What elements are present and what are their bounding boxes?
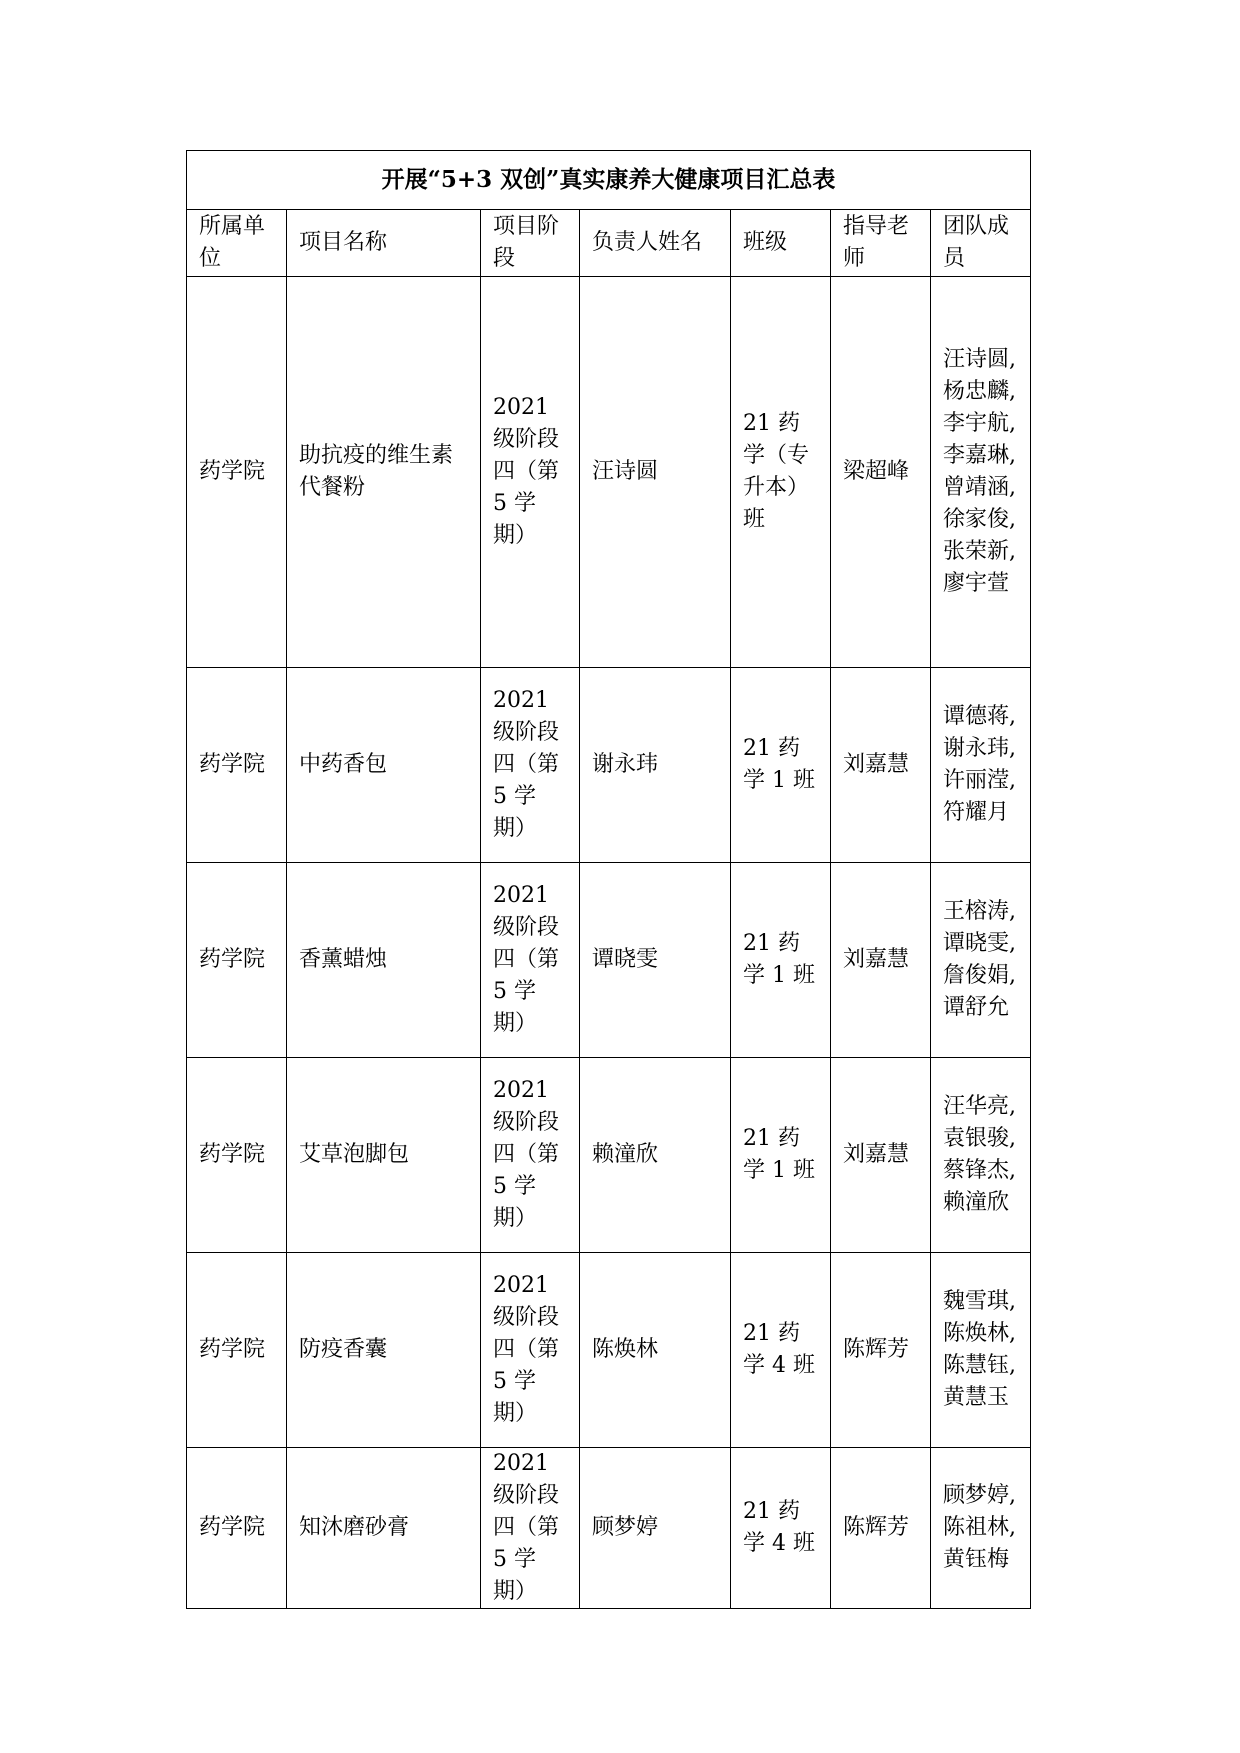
table-row: [187, 277, 1031, 668]
cell-unit: 药学院: [187, 1058, 287, 1253]
title-row: [187, 151, 1031, 210]
cell-members: 魏雪琪,陈焕林,陈慧钰,黄慧玉: [931, 1253, 1031, 1448]
cell-members: 汪华亮,袁银骏,蔡锋杰,赖潼欣: [931, 1058, 1031, 1253]
document-page: [186, 150, 1030, 1609]
cell-stage: 2021 级阶段四（第 5 学期）: [481, 1448, 580, 1609]
cell-project-name: 艾草泡脚包: [287, 1058, 481, 1253]
cell-project-name: 中药香包: [287, 668, 481, 863]
header-class: 班级: [731, 210, 831, 277]
cell-project-name: 知沐磨砂膏: [287, 1448, 481, 1609]
header-project-name: 项目名称: [287, 210, 481, 277]
cell-advisor: 梁超峰: [831, 277, 931, 668]
table-title: 开展“5+3 双创”真实康养大健康项目汇总表: [187, 151, 1031, 210]
cell-project-name: 香薰蜡烛: [287, 863, 481, 1058]
cell-unit: 药学院: [187, 1253, 287, 1448]
cell-stage: 2021 级阶段四（第 5 学期）: [481, 1253, 580, 1448]
cell-stage: 2021 级阶段四（第 5 学期）: [481, 668, 580, 863]
cell-class: 21 药学 1 班: [731, 668, 831, 863]
table-row: [187, 668, 1031, 863]
cell-class: 21 药学 4 班: [731, 1448, 831, 1609]
cell-leader: 谭晓雯: [580, 863, 731, 1058]
cell-advisor: 刘嘉慧: [831, 1058, 931, 1253]
cell-members: 谭德蒋,谢永玮,许丽滢,符耀月: [931, 668, 1031, 863]
cell-leader: 汪诗圆: [580, 277, 731, 668]
cell-members: 顾梦婷,陈祖林,黄钰梅: [931, 1448, 1031, 1609]
cell-advisor: 刘嘉慧: [831, 863, 931, 1058]
cell-leader: 谢永玮: [580, 668, 731, 863]
cell-unit: 药学院: [187, 863, 287, 1058]
cell-class: 21 药学 4 班: [731, 1253, 831, 1448]
project-summary-table: [186, 150, 1031, 1609]
cell-class: 21 药学 1 班: [731, 863, 831, 1058]
header-stage: 项目阶段: [481, 210, 580, 277]
cell-unit: 药学院: [187, 1448, 287, 1609]
cell-leader: 陈焕林: [580, 1253, 731, 1448]
cell-stage: 2021 级阶段四（第 5 学期）: [481, 863, 580, 1058]
cell-unit: 药学院: [187, 668, 287, 863]
header-row: [187, 210, 1031, 277]
table-row: [187, 1448, 1031, 1609]
cell-project-name: 防疫香囊: [287, 1253, 481, 1448]
cell-advisor: 陈辉芳: [831, 1448, 931, 1609]
cell-members: 王榕涛,谭晓雯,詹俊娟,谭舒允: [931, 863, 1031, 1058]
header-members: 团队成员: [931, 210, 1031, 277]
table-row: [187, 1253, 1031, 1448]
header-unit: 所属单位: [187, 210, 287, 277]
cell-stage: 2021 级阶段四（第 5 学期）: [481, 1058, 580, 1253]
cell-advisor: 陈辉芳: [831, 1253, 931, 1448]
cell-members: 汪诗圆,杨忠麟,李宇航,李嘉琳,曾靖涵,徐家俊,张荣新,廖宇萱: [931, 277, 1031, 668]
cell-stage: 2021 级阶段四（第 5 学期）: [481, 277, 580, 668]
cell-leader: 赖潼欣: [580, 1058, 731, 1253]
table-row: [187, 1058, 1031, 1253]
header-leader: 负责人姓名: [580, 210, 731, 277]
cell-advisor: 刘嘉慧: [831, 668, 931, 863]
cell-class: 21 药学 1 班: [731, 1058, 831, 1253]
cell-unit: 药学院: [187, 277, 287, 668]
table-row: [187, 863, 1031, 1058]
header-advisor: 指导老师: [831, 210, 931, 277]
cell-leader: 顾梦婷: [580, 1448, 731, 1609]
cell-class: 21 药学（专升本）班: [731, 277, 831, 668]
cell-project-name: 助抗疫的维生素代餐粉: [287, 277, 481, 668]
